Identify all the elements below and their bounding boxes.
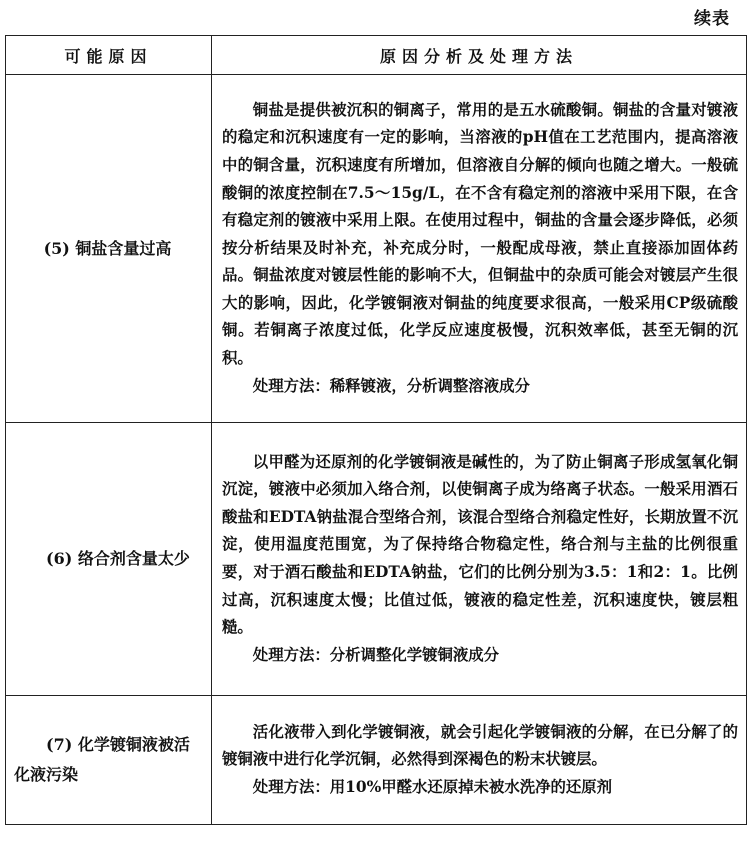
cause-cell — [6, 696, 212, 825]
cause-cell — [6, 423, 212, 696]
cause-text: (5) 铜盐含量过高 — [43, 238, 172, 258]
analysis-cell — [212, 75, 747, 423]
table-row — [6, 696, 747, 825]
method-line — [222, 373, 738, 401]
cause-cell — [6, 75, 212, 423]
method-line — [222, 774, 738, 802]
method-line — [222, 642, 738, 670]
cause-analysis-table — [5, 35, 747, 825]
analysis-text: 铜盐是提供被沉积的铜离子，常用的是五水硫酸铜。铜盐的含量对镀液的稳定和沉积速度有一定的影响，当溶液的pH值在工艺范围内，提高溶液中的铜含量，沉积速度有所增加，但溶液自分解的倾向也随之增大。一般硫酸铜的浓度控制在7.5～15g/L，在不含有稳定剂的溶液中采用下限，在含有稳定剂的镀液中采用上限。在使用过程中，铜盐的含量会逐步降低，必须按分析结果及时补充，补充成分时，一般配成母液，禁止直接添加固体药品。铜盐浓度对镀层性能的影响不大，但铜盐中的杂质可能会对镀层产生很大的影响，因此，化学镀铜液对铜盐的纯度要求很高，一般采用CP级硫酸铜。若铜离子浓度过低，化学反应速度极慢，沉积效率低，甚至无铜的沉积。 — [222, 100, 738, 368]
method-label: 处理方法： — [252, 777, 330, 796]
analysis-cell — [212, 696, 747, 825]
method-label: 处理方法： — [252, 376, 330, 395]
table-row — [6, 75, 747, 423]
table-row — [6, 423, 747, 696]
table-header-row — [6, 36, 747, 75]
header-cause: 可能原因 — [6, 36, 212, 75]
cause-text: (6) 络合剂含量太少 — [46, 549, 190, 568]
cause-text: (7) 化学镀铜液被活化液污染 — [14, 735, 190, 784]
continued-label: 续表 — [694, 9, 730, 29]
header-analysis: 原因分析及处理方法 — [212, 36, 747, 75]
analysis-cell — [212, 423, 747, 696]
method-text: 用10%甲醛水还原掉未被水洗净的还原剂 — [329, 777, 613, 796]
analysis-text: 活化液带入到化学镀铜液，就会引起化学镀铜液的分解，在已分解了的镀铜液中进行化学沉铜，必然得到深褐色的粉末状镀层。 — [222, 722, 738, 769]
method-text: 分析调整化学镀铜液成分 — [329, 645, 500, 664]
analysis-text: 以甲醛为还原剂的化学镀铜液是碱性的，为了防止铜离子形成氢氧化铜沉淀，镀液中必须加入络合剂，以使铜离子成为络离子状态。一般采用酒石酸盐和EDTA钠盐混合型络合剂，该混合型络合剂稳定性好，长期放置不沉淀，使用温度范围宽，为了保持络合物稳定性，络合剂与主盐的比例很重要，对于酒石酸盐和EDTA钠盐，它们的比例分别为3.5：1和2：1。比例过高，沉积速度太慢；比值过低，镀液的稳定性差，沉积速度快，镀层粗糙。 — [222, 452, 738, 637]
method-text: 稀释镀液，分析调整溶液成分 — [329, 376, 530, 395]
method-label: 处理方法： — [252, 645, 330, 664]
